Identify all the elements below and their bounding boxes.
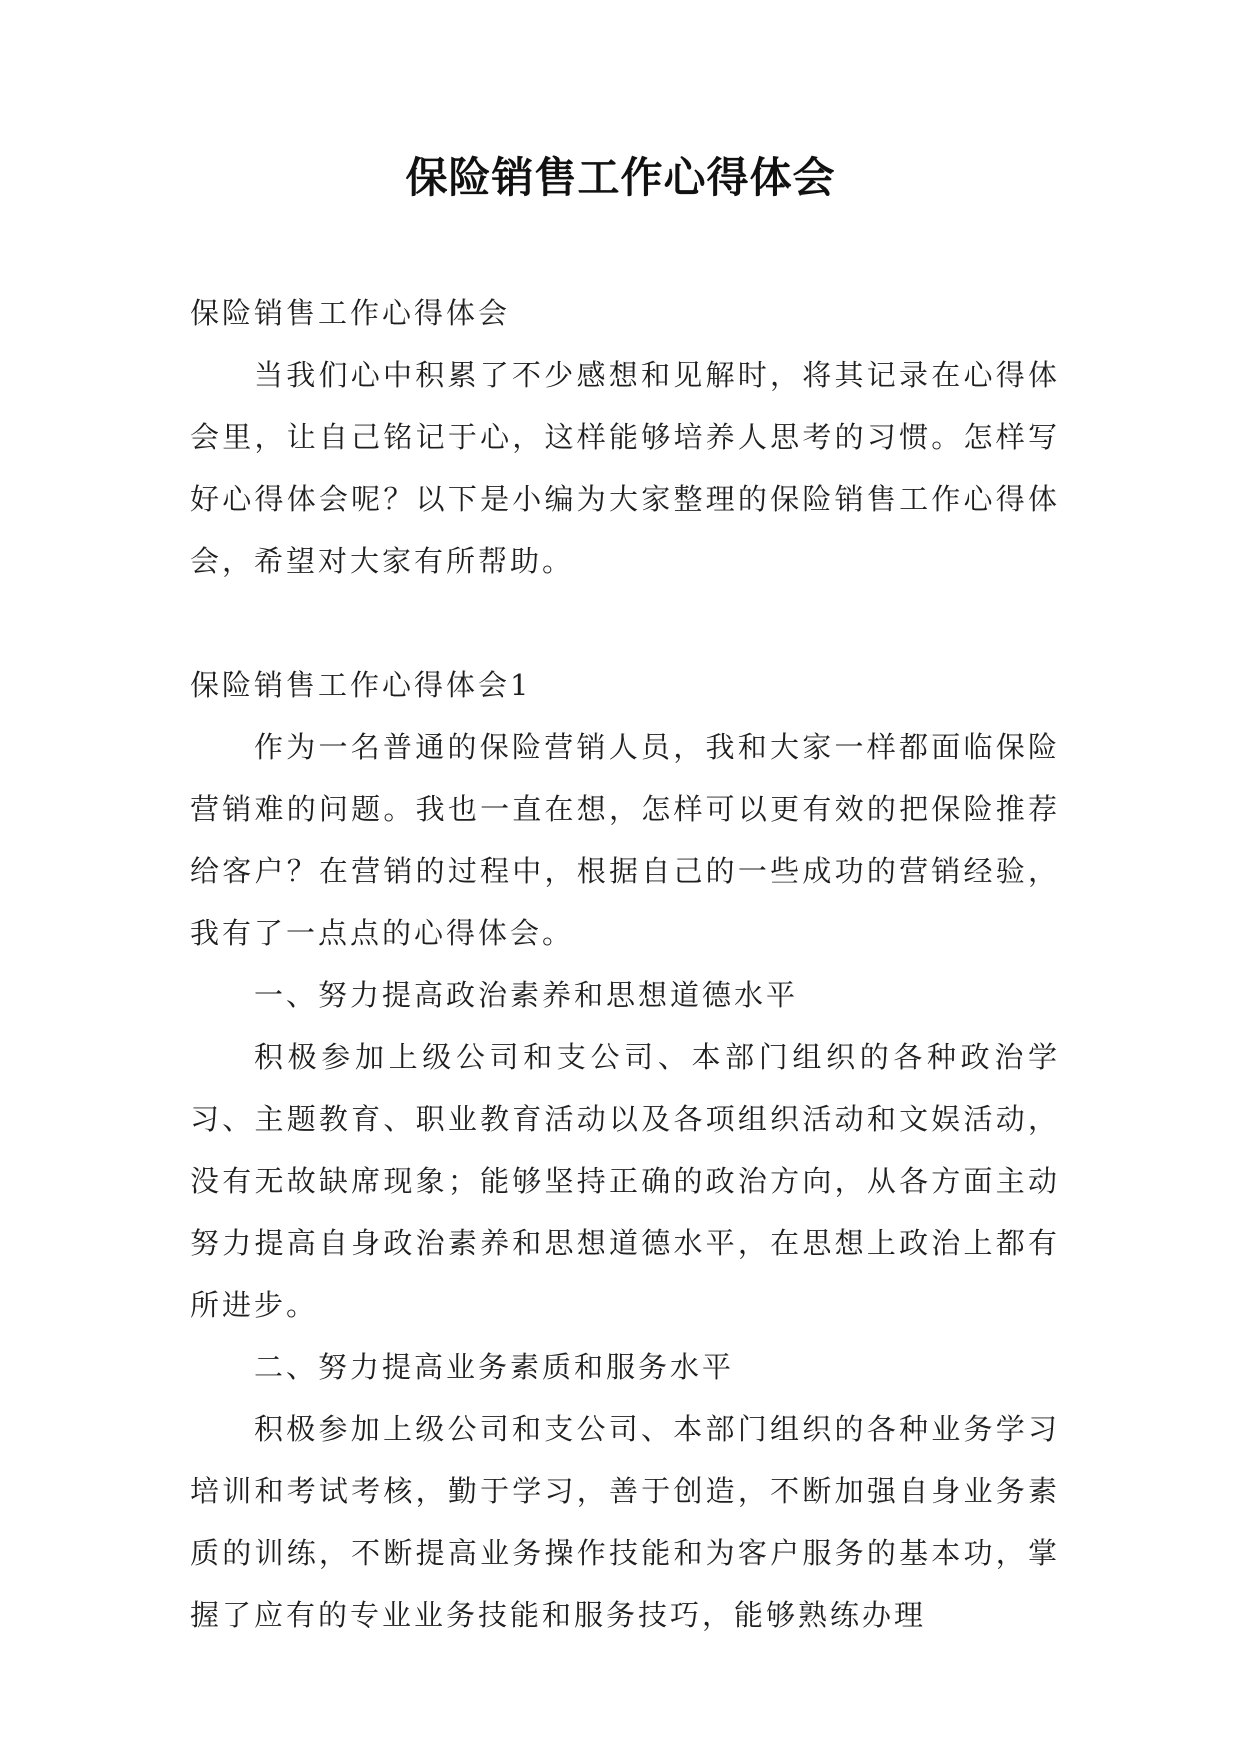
intro-paragraph: 当我们心中积累了不少感想和见解时，将其记录在心得体会里，让自己铭记于心，这样能够培养人思考的习惯。怎样写好心得体会呢？以下是小编为大家整理的保险销售工作心得体会，希望对大家有所帮助。 [190,358,1060,578]
subtitle: 保险销售工作心得体会 [190,296,511,330]
point-heading-1: 一、努力提高政治素养和思想道德水平 [254,978,799,1012]
document-title: 保险销售工作心得体会 [405,153,836,202]
point-heading-2: 二、努力提高业务素质和服务水平 [254,1350,735,1384]
section-heading: 保险销售工作心得体会1 [190,668,532,702]
point-body-2: 积极参加上级公司和支公司、本部门组织的各种业务学习培训和考试考核，勤于学习，善于创造，不断加强自身业务素质的训练，不断提高业务操作技能和为客户服务的基本功，掌握了应有的专业业务技能和服务技巧，能够熟练办理 [190,1412,1060,1632]
point-body-1: 积极参加上级公司和支公司、本部门组织的各种政治学习、主题教育、职业教育活动以及各项组织活动和文娱活动，没有无故缺席现象；能够坚持正确的政治方向，从各方面主动努力提高自身政治素养和思想道德水平，在思想上政治上都有所进步。 [190,1040,1060,1322]
section-intro-paragraph: 作为一名普通的保险营销人员，我和大家一样都面临保险营销难的问题。我也一直在想，怎样可以更有效的把保险推荐给客户？在营销的过程中，根据自己的一些成功的营销经验，我有了一点点的心得体会。 [190,730,1060,950]
paragraph-gap [190,592,1060,654]
document-body [190,282,1060,1646]
